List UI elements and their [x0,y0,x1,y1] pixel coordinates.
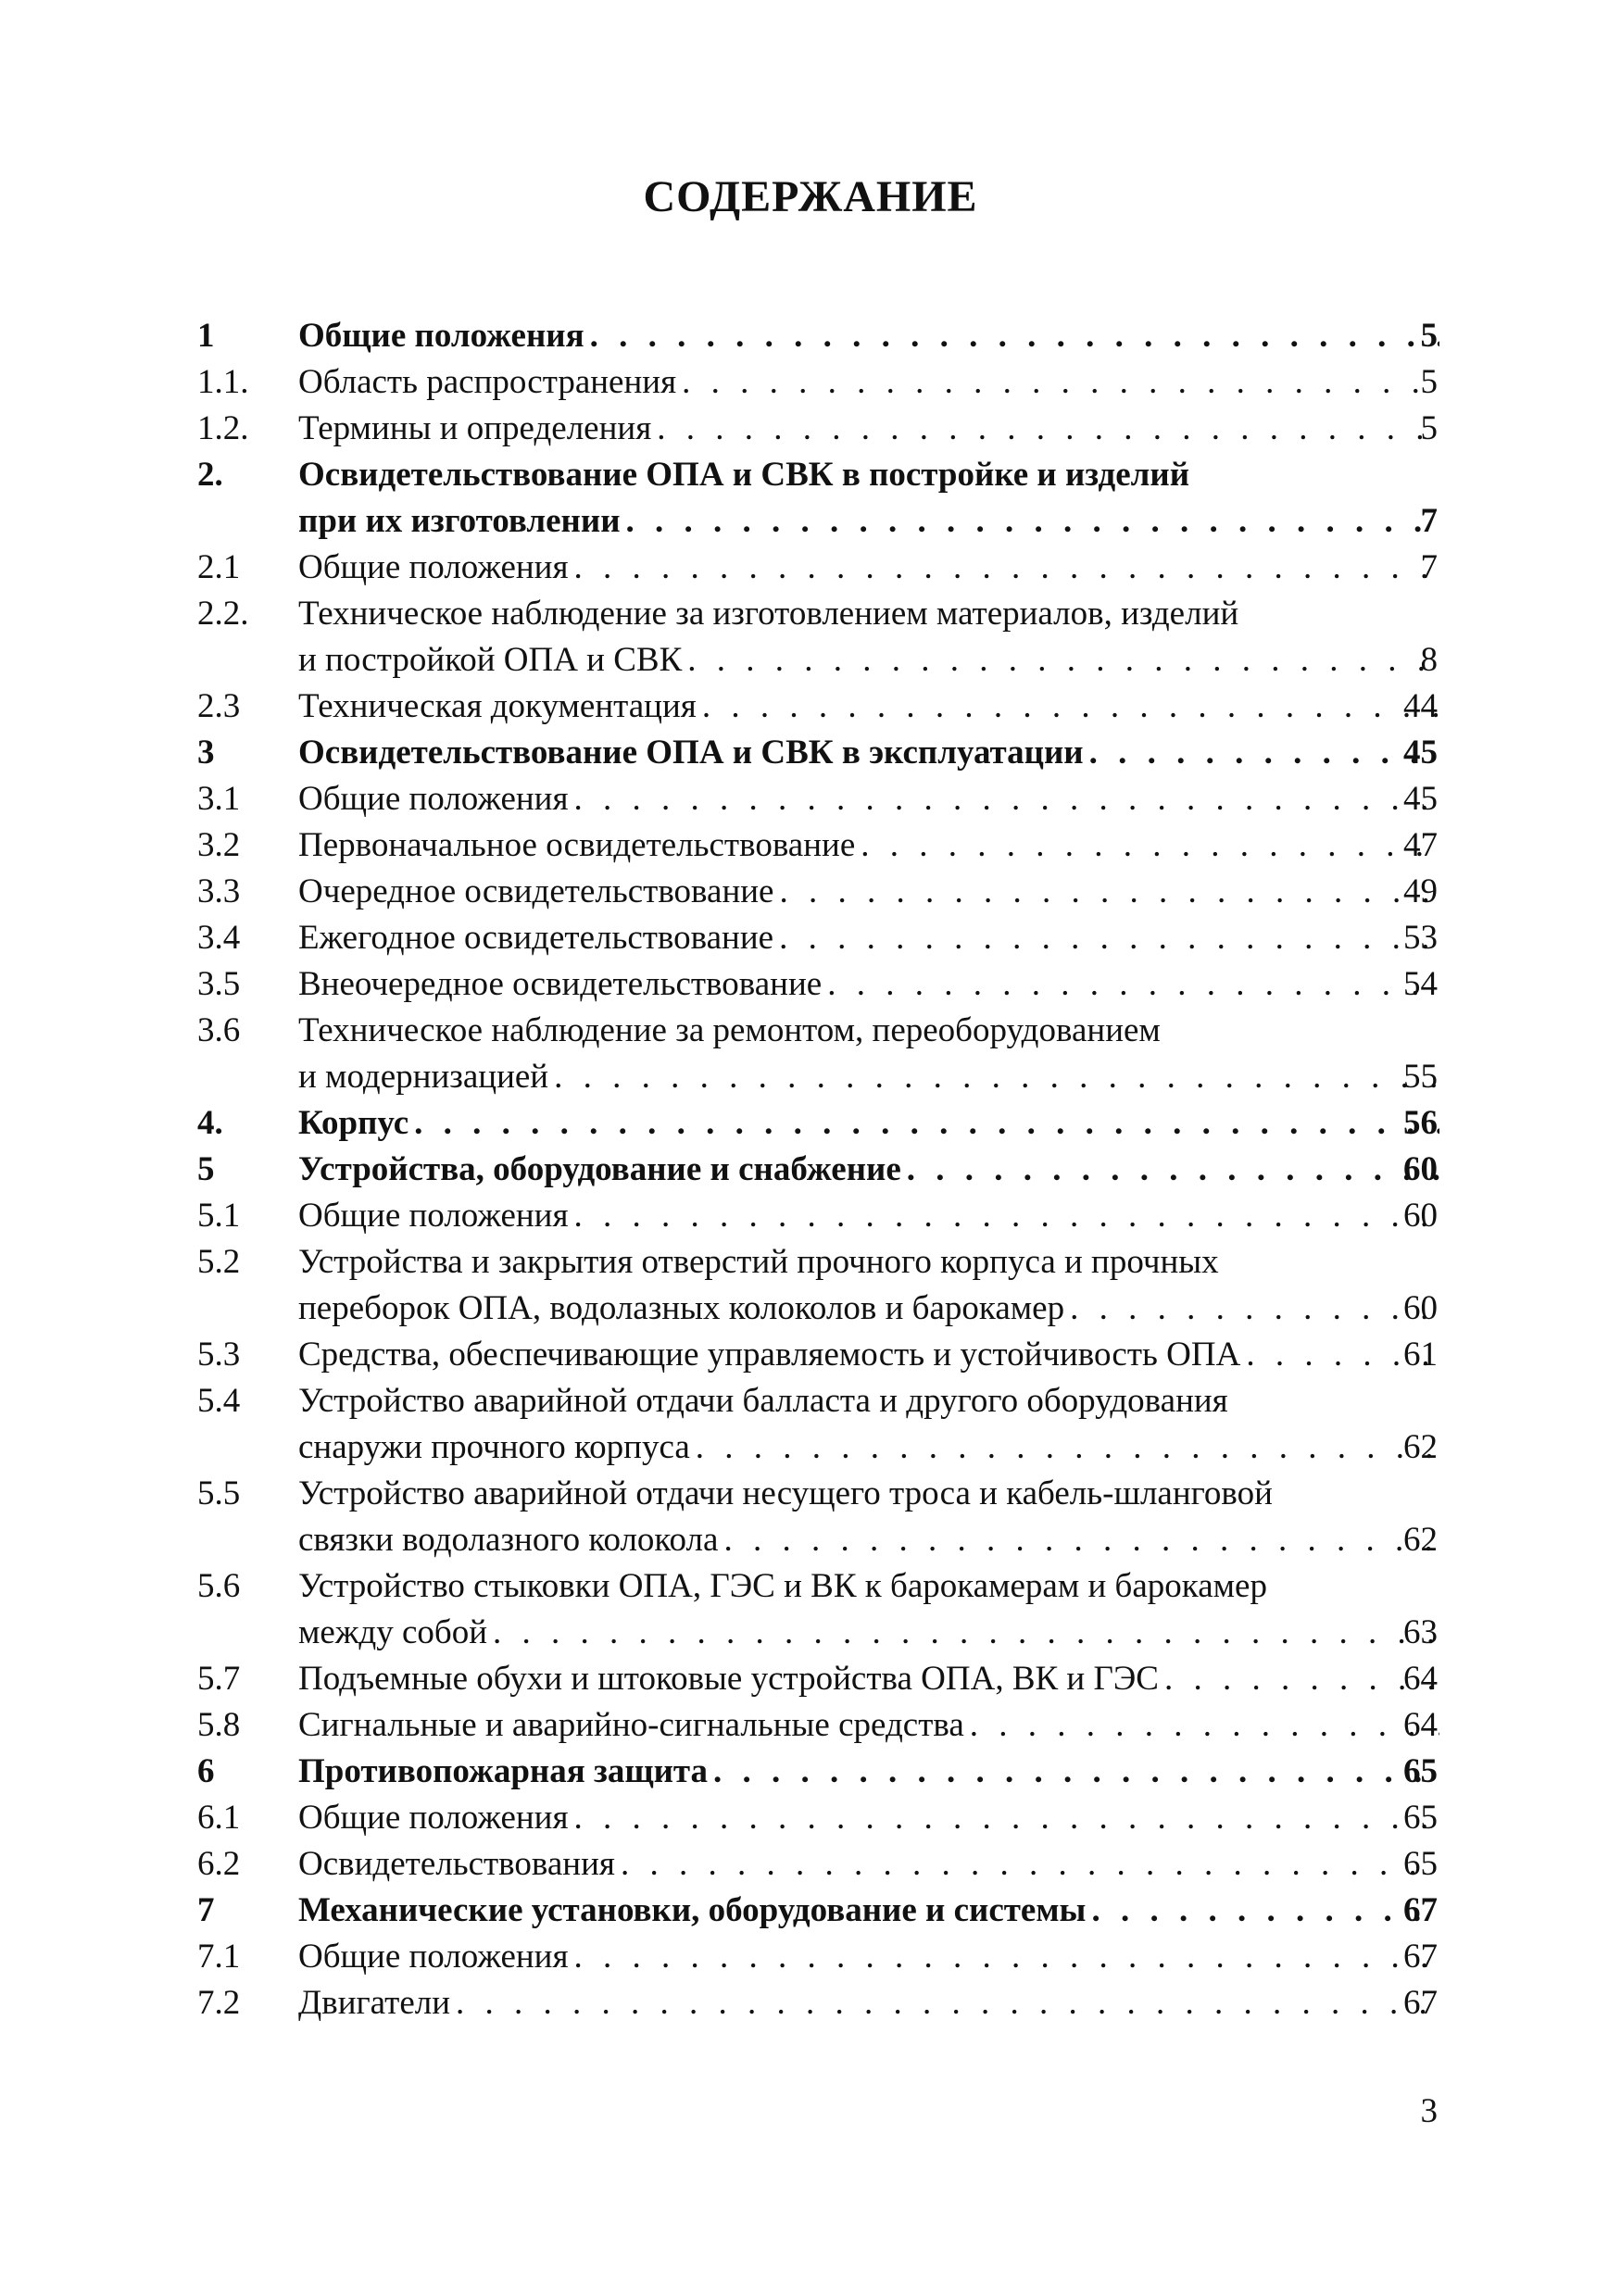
dot-leader [822,961,1439,1008]
toc-entry-title: Устройство стыковки ОПА, ГЭС и ВК к барокамерам и барокамер [298,1567,1267,1605]
toc-entry-title-text: Общие положения [298,317,584,355]
toc-entry-title [298,1610,1439,1656]
toc-entry-line [0,1100,1621,1147]
toc-entry-title-text: переборок ОПА, водолазных колоколов и барокамер [298,1289,1065,1327]
toc-entry-page: 54 [1403,965,1438,1003]
toc-entry-page: 5 [1420,409,1438,447]
toc-entry-page: 53 [1403,919,1438,957]
dot-leader [621,498,1439,545]
toc-entry-line [0,1841,1621,1888]
toc-entry-line [0,1332,1621,1378]
dot-leader [773,869,1439,915]
dot-leader [568,545,1439,591]
toc-entry-title [298,684,1439,730]
toc-entry-line [0,1656,1621,1702]
toc-entry-page: 61 [1403,1336,1438,1374]
toc-entry-page: 56 [1403,1104,1438,1142]
toc-entry-number: 3 [197,734,215,772]
toc-entry-page: 67 [1403,1938,1438,1976]
toc-entry-title [298,1656,1439,1702]
toc-entry-page: 64 [1403,1660,1438,1698]
toc-entry-title-text: Сигнальные и аварийно-сигнальные средства [298,1706,964,1744]
toc-entry-page: 60 [1403,1289,1438,1327]
toc-entry-line [0,869,1621,915]
toc-entry-page: 65 [1403,1799,1438,1837]
toc-entry-title-text: Устройства, оборудование и снабжение [298,1150,901,1188]
dot-leader [450,1980,1439,2026]
dot-leader [964,1702,1439,1749]
dot-leader [548,1054,1439,1100]
toc-entry-title-text: Механические установки, оборудование и системы [298,1891,1087,1929]
toc-entry-page: 63 [1403,1613,1438,1651]
dot-leader [584,313,1439,359]
toc-entry-page: 7 [1420,548,1438,586]
toc-entry-title: Устройство аварийной отдачи несущего троса и кабель-шланговой [298,1474,1273,1512]
toc-entry-title: Техническое наблюдение за ремонтом, переоборудованием [298,1011,1161,1049]
dot-leader [1084,730,1439,776]
toc-entry-title-text: и модернизацией [298,1058,549,1096]
toc-entry-page: 62 [1403,1428,1438,1466]
toc-entry-number: 3.5 [197,965,241,1003]
toc-entry-number: 5.8 [197,1706,241,1744]
toc-entry-line [0,359,1621,406]
dot-leader [708,1749,1439,1795]
toc-entry-page: 64 [1403,1706,1438,1744]
toc-entry-title [298,1888,1439,1934]
toc-entry-title-text: Общие положения [298,548,569,586]
toc-entry-title-text: снаружи прочного корпуса [298,1428,690,1466]
toc-entry-title [298,1100,1439,1147]
toc-entry-title [298,776,1439,822]
toc-entry-number: 6.2 [197,1845,241,1883]
toc-entry-title [298,1193,1439,1239]
toc-entry-page: 45 [1403,780,1438,818]
toc-entry-number: 4. [197,1104,223,1142]
toc-entry-title [298,1980,1439,2026]
toc-entry-line [0,545,1621,591]
toc-entry-line [0,1239,1621,1286]
toc-entry-page: 62 [1403,1521,1438,1559]
toc-entry-page: 45 [1403,734,1438,772]
toc-entry-title [298,961,1439,1008]
toc-entry-line [0,1378,1621,1424]
toc-entry-page: 60 [1403,1150,1438,1188]
dot-leader [773,915,1439,961]
toc-entry-number: 1.2. [197,409,249,447]
toc-entry-title [298,406,1439,452]
toc-entry-number: 1 [197,317,215,355]
dot-leader [1159,1656,1439,1702]
toc-entry-number: 3.2 [197,826,241,864]
toc-entry-number: 5.6 [197,1567,241,1605]
toc-entry-line [0,1980,1621,2026]
toc-entry-title-text: Первоначальное освидетельствование [298,826,856,864]
toc-entry-page: 49 [1403,872,1438,910]
toc-entry-line [0,730,1621,776]
toc-entry-page: 44 [1403,687,1438,725]
toc-entry-line [0,1286,1621,1332]
toc-entry-number: 5.4 [197,1382,241,1420]
dot-leader [487,1610,1439,1656]
toc-entry-title [298,1749,1439,1795]
toc-entry-title-text: Двигатели [298,1984,451,2022]
toc-entry-line [0,822,1621,869]
toc-entry-line [0,498,1621,545]
toc-entry-line [0,1749,1621,1795]
page-title: СОДЕРЖАНИЕ [643,172,978,221]
toc-entry-page: 65 [1403,1752,1438,1790]
toc-entry-title [298,1795,1439,1841]
toc-entry-title [298,869,1439,915]
toc-entry-number: 2.2. [197,595,249,633]
dot-leader [682,637,1439,684]
toc-entry-number: 2.1 [197,548,241,586]
toc-entry-title-text: Общие положения [298,1938,569,1976]
toc-entry-number: 1.1. [197,363,249,401]
toc-entry-number: 5.1 [197,1197,241,1235]
toc-entry-number: 6.1 [197,1799,241,1837]
toc-entry-line [0,1563,1621,1610]
toc-entry-line [0,452,1621,498]
dot-leader [690,1424,1439,1471]
toc-entry-number: 3.1 [197,780,241,818]
toc-entry-title: Устройство аварийной отдачи балласта и другого оборудования [298,1382,1228,1420]
toc-entry-line [0,591,1621,637]
toc-entry-line [0,1934,1621,1980]
toc-entry-line [0,1795,1621,1841]
toc-entry-line [0,313,1621,359]
dot-leader [651,406,1439,452]
toc-entry-number: 5.3 [197,1336,241,1374]
toc-entry-page: 67 [1403,1984,1438,2022]
dot-leader [855,822,1439,869]
toc-entry-line [0,1193,1621,1239]
toc-entry-line [0,637,1621,684]
toc-entry-title [298,1841,1439,1888]
toc-entry-page: 5 [1420,363,1438,401]
toc-entry-line [0,1054,1621,1100]
dot-leader [408,1100,1439,1147]
toc-entry-line [0,1702,1621,1749]
toc-entry-title-text: и постройкой ОПА и СВК [298,641,683,679]
toc-entry-line [0,915,1621,961]
toc-entry-title [298,1424,1439,1471]
dot-leader [568,1934,1439,1980]
toc-entry-number: 7.2 [197,1984,241,2022]
toc-entry-number: 2.3 [197,687,241,725]
toc-entry-page: 67 [1403,1891,1438,1929]
toc-entry-page: 8 [1420,641,1438,679]
toc-entry-title [298,359,1439,406]
toc-entry-line [0,1517,1621,1563]
toc-entry-line [0,1888,1621,1934]
toc-entry-number: 7.1 [197,1938,241,1976]
toc-entry-title [298,1054,1439,1100]
toc-entry-title-text: Область распространения [298,363,677,401]
toc-entry-line [0,684,1621,730]
dot-leader [676,359,1439,406]
toc-entry-page: 47 [1403,826,1438,864]
toc-entry-number: 3.4 [197,919,241,957]
toc-entry-line [0,1424,1621,1471]
toc-entry-title [298,1147,1439,1193]
toc-entry-title [298,313,1439,359]
toc-entry-page: 7 [1420,502,1438,540]
toc-entry-title-text: Внеочередное освидетельствование [298,965,823,1003]
toc-entry-number: 5.5 [197,1474,241,1512]
table-of-contents [0,313,1621,2026]
toc-entry-page: 65 [1403,1845,1438,1883]
dot-leader [901,1147,1439,1193]
dot-leader [615,1841,1439,1888]
toc-entry-title [298,1517,1439,1563]
toc-entry-page: 5 [1420,317,1438,355]
toc-entry-number: 7 [197,1891,215,1929]
toc-entry-title: Устройства и закрытия отверстий прочного корпуса и прочных [298,1243,1219,1281]
toc-entry-title: Освидетельствование ОПА и СВК в постройке и изделий [298,456,1190,494]
toc-entry-title-text: при их изготовлении [298,502,621,540]
toc-entry-title [298,822,1439,869]
toc-entry-line [0,1610,1621,1656]
dot-leader [697,684,1439,730]
toc-entry-page: 60 [1403,1197,1438,1235]
toc-entry-title: Техническое наблюдение за изготовлением материалов, изделий [298,595,1239,633]
toc-entry-number: 6 [197,1752,215,1790]
dot-leader [568,1795,1439,1841]
toc-entry-number: 2. [197,456,223,494]
toc-entry-title [298,498,1439,545]
dot-leader [1086,1888,1439,1934]
toc-entry-title-text: Общие положения [298,1799,569,1837]
toc-entry-title [298,637,1439,684]
toc-entry-title-text: Средства, обеспечивающие управляемость и устойчивость ОПА [298,1336,1241,1374]
toc-entry-title-text: Техническая документация [298,687,697,725]
dot-leader [718,1517,1439,1563]
toc-entry-line [0,961,1621,1008]
toc-entry-title-text: Общие положения [298,1197,569,1235]
toc-entry-title [298,730,1439,776]
toc-entry-number: 5 [197,1150,215,1188]
toc-entry-number: 3.6 [197,1011,241,1049]
toc-entry-line [0,1471,1621,1517]
toc-entry-title-text: Подъемные обухи и штоковые устройства ОПА, ВК и ГЭС [298,1660,1159,1698]
toc-entry-title-text: Освидетельствования [298,1845,615,1883]
dot-leader [1064,1286,1439,1332]
toc-entry-line [0,406,1621,452]
toc-entry-title [298,545,1439,591]
toc-entry-number: 5.2 [197,1243,241,1281]
toc-entry-number: 3.3 [197,872,241,910]
toc-entry-title-text: Общие положения [298,780,569,818]
toc-entry-title-text: Ежегодное освидетельствование [298,919,774,957]
toc-entry-title-text: Противопожарная защита [298,1752,709,1790]
toc-entry-line [0,1008,1621,1054]
toc-entry-title [298,1286,1439,1332]
dot-leader [568,1193,1439,1239]
page-number: 3 [1420,2092,1438,2130]
toc-entry-title-text: между собой [298,1613,488,1651]
dot-leader [568,776,1439,822]
toc-entry-number: 5.7 [197,1660,241,1698]
toc-entry-page: 55 [1403,1058,1438,1096]
toc-entry-title [298,1702,1439,1749]
toc-entry-title-text: Термины и определения [298,409,652,447]
toc-entry-title-text: Очередное освидетельствование [298,872,774,910]
toc-entry-title-text: Корпус [298,1104,409,1142]
toc-entry-title-text: Освидетельствование ОПА и СВК в эксплуатации [298,734,1084,772]
toc-entry-line [0,1147,1621,1193]
toc-entry-line [0,776,1621,822]
toc-entry-title [298,1934,1439,1980]
toc-entry-title [298,1332,1439,1378]
toc-entry-title [298,915,1439,961]
toc-entry-title-text: связки водолазного колокола [298,1521,719,1559]
